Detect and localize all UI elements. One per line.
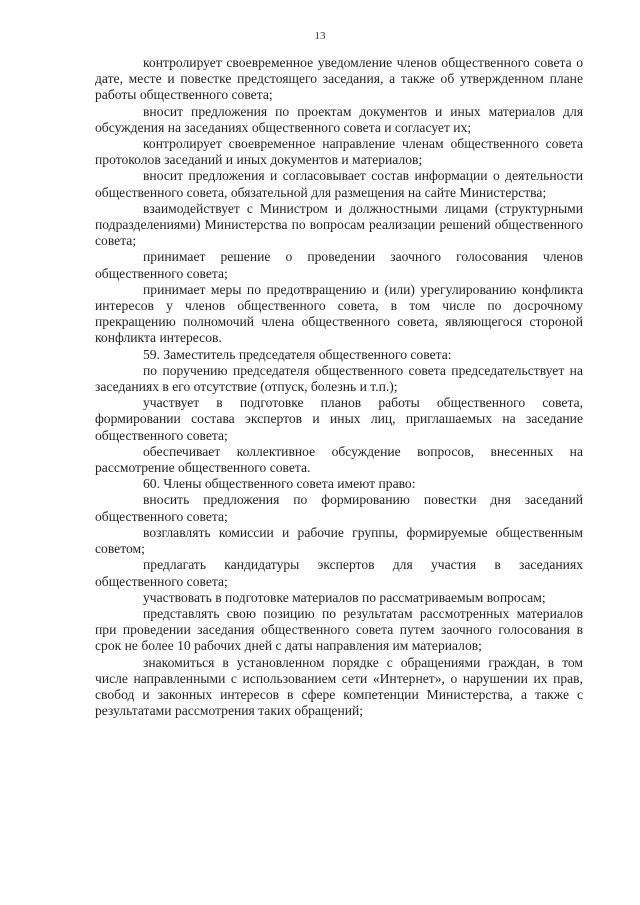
paragraph: принимает меры по предотвращению и (или) урегулированию конфликта интересов у членов общественного совета, в том числе по досрочному прекращению полномочий члена общественного совета, являющегося стороной конфликта интересов. (95, 281, 583, 346)
paragraph: принимает решение о проведении заочного голосования членов общественного совета; (95, 249, 583, 281)
document-body (95, 55, 583, 719)
paragraph: по поручению председателя общественного совета председательствует на заседаниях в его отсутствие (отпуск, болезнь и т.п.); (95, 362, 583, 395)
paragraph: вносит предложения и согласовывает состав информации о деятельности общественного совета, обязательной для размещения на сайте Министерства; (95, 168, 583, 200)
section-heading-59: 59. Заместитель председателя общественного совета: (143, 346, 452, 362)
paragraph: участвует в подготовке планов работы общественного совета, формировании состава экспертов и иных лиц, приглашаемых на заседание общественного совета; (95, 395, 583, 443)
paragraph: вносит предложения по проектам документов и иных материалов для обсуждения на заседаниях общественного совета и согласует их; (95, 103, 583, 135)
paragraph: взаимодействует с Министром и должностными лицами (структурными подразделениями) Министерства по вопросам реализации решений общественного совета; (95, 200, 583, 249)
paragraph: участвовать в подготовке материалов по рассматриваемым вопросам; (143, 589, 546, 605)
paragraph: контролирует своевременное уведомление членов общественного совета о дате, месте и повестке предстоящего заседания, а также об утвержденном плане работы общественного совета; (95, 55, 583, 103)
paragraph: представлять свою позицию по результатам рассмотренных материалов при проведении заседания общественного совета путем заочного голосования в срок не более 10 рабочих дней с даты направления им материалов; (95, 605, 583, 654)
paragraph: вносить предложения по формированию повестки дня заседаний общественного совета; (95, 492, 583, 524)
paragraph: контролирует своевременное направление членам общественного совета протоколов заседаний и иных документов и материалов; (95, 136, 583, 168)
paragraph: обеспечивает коллективное обсуждение вопросов, внесенных на рассмотрение общественного совета. (95, 443, 583, 476)
section-heading-60: 60. Члены общественного совета имеют право: (143, 476, 416, 492)
paragraph: предлагать кандидатуры экспертов для участия в заседаниях общественного совета; (95, 557, 583, 589)
page-number: 13 (314, 30, 326, 42)
paragraph: возглавлять комиссии и рабочие группы, формируемые общественным советом; (95, 524, 583, 557)
paragraph: знакомиться в установленном порядке с обращениями граждан, в том числе направленными с использованием сети «Интернет», о нарушении их прав, свобод и законных интересов в сфере компетенции Министерства, а также с результатами рассмотрения таких обращений; (95, 654, 583, 719)
